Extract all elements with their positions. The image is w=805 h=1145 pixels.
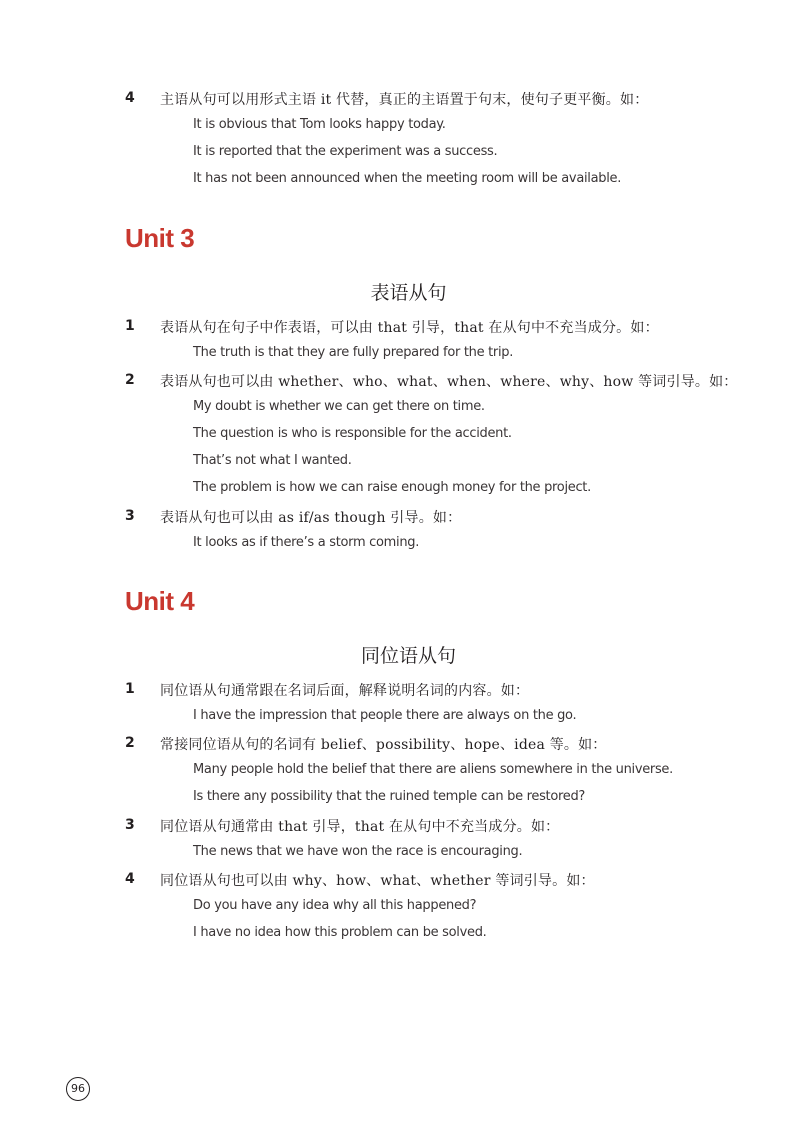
page-number-badge: 96: [66, 1077, 90, 1101]
rule-text: 表语从句在句子中作表语，可以由 that 引导，that 在从句中不充当成分。如：: [160, 320, 659, 336]
example-sentence: Many people hold the belief that there are aliens somewhere in the universe.: [193, 762, 673, 777]
section-title: 表语从句: [370, 282, 447, 304]
rule-text: 主语从句可以用形式主语 it 代替，真正的主语置于句末，使句子更平衡。如：: [160, 92, 649, 108]
item-number: 3: [125, 508, 135, 524]
rule-text: 同位语从句也可以由 why、how、what、whether 等词引导。如：: [160, 873, 595, 889]
example-sentence: Do you have any idea why all this happened?: [193, 898, 477, 913]
item-number: 4: [125, 90, 135, 106]
example-sentence: It looks as if there’s a storm coming.: [193, 535, 420, 550]
item-number: 1: [125, 681, 135, 697]
example-sentence: The problem is how we can raise enough money for the project.: [193, 480, 591, 495]
item-number: 2: [125, 372, 135, 388]
unit-heading: Unit 3: [125, 223, 195, 253]
example-sentence: It has not been announced when the meeting room will be available.: [193, 171, 622, 186]
example-sentence: I have no idea how this problem can be solved.: [193, 925, 487, 940]
unit-heading: Unit 4: [125, 586, 195, 616]
item-number: 3: [125, 817, 135, 833]
example-sentence: It is obvious that Tom looks happy today.: [193, 117, 446, 132]
section-title: 同位语从句: [360, 645, 456, 667]
item-number: 2: [125, 735, 135, 751]
item-number: 4: [125, 871, 135, 887]
example-sentence: The news that we have won the race is encouraging.: [193, 844, 523, 859]
rule-text: 表语从句也可以由 whether、who、what、when、where、why、how 等词引导。如：: [160, 374, 738, 390]
rule-text: 同位语从句通常跟在名词后面，解释说明名词的内容。如：: [160, 683, 530, 699]
rule-text: 同位语从句通常由 that 引导，that 在从句中不充当成分。如：: [160, 819, 560, 835]
example-sentence: The truth is that they are fully prepared for the trip.: [193, 345, 514, 360]
example-sentence: My doubt is whether we can get there on time.: [193, 399, 485, 414]
rule-text: 表语从句也可以由 as if/as though 引导。如：: [160, 510, 462, 526]
example-sentence: The question is who is responsible for the accident.: [193, 426, 512, 441]
rule-text: 常接同位语从句的名词有 belief、possibility、hope、idea 等。如：: [160, 737, 607, 753]
example-sentence: I have the impression that people there are always on the go.: [193, 708, 577, 723]
example-sentence: Is there any possibility that the ruined temple can be restored?: [193, 789, 585, 804]
example-sentence: It is reported that the experiment was a success.: [193, 144, 498, 159]
item-number: 1: [125, 318, 135, 334]
example-sentence: That’s not what I wanted.: [193, 453, 352, 468]
